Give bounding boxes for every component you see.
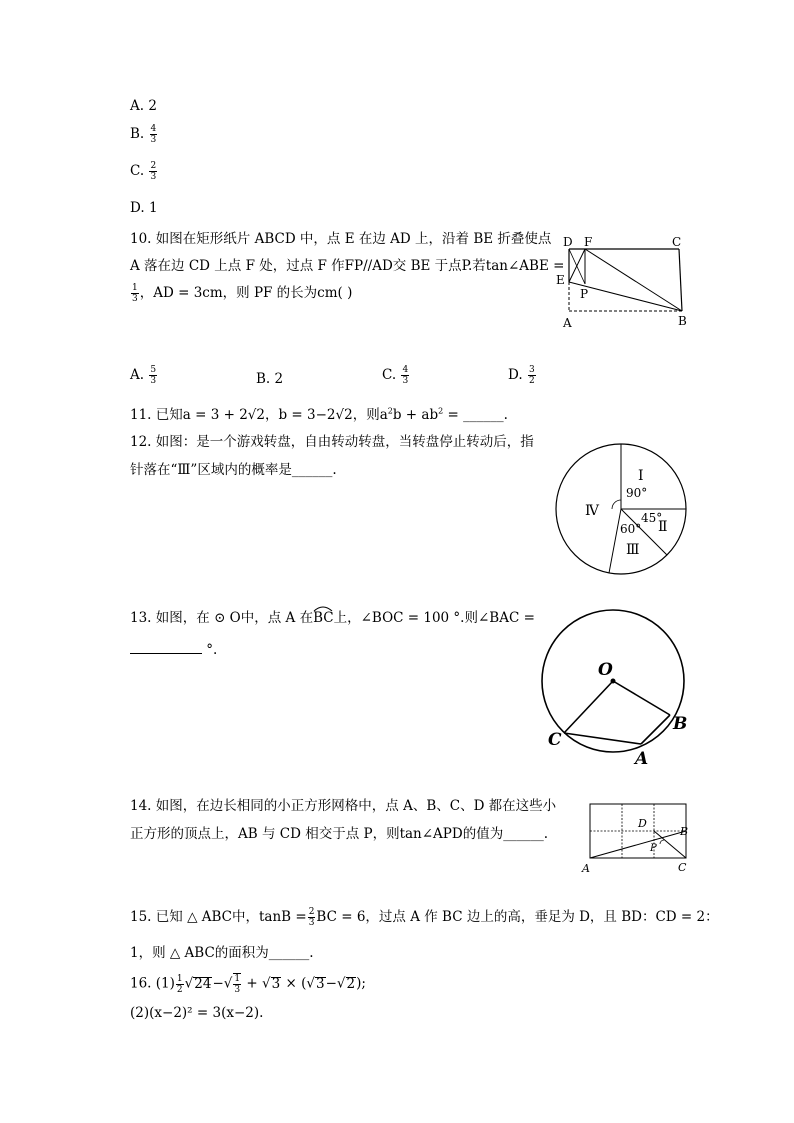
radicand: 24	[194, 975, 212, 992]
q13-line2	[130, 641, 217, 658]
q10-figure	[550, 232, 700, 332]
q14-line1	[130, 794, 556, 814]
q15-line2: 1，则 △ ABC的面积为______.	[130, 945, 314, 961]
question-text: 如图：是一个游戏转盘，自由转动转盘，当转盘停止转动后，指	[155, 434, 534, 450]
q10-option-d	[508, 365, 537, 386]
option-fraction: $\frac{4}{3}$	[402, 365, 409, 386]
text-part: = ______.	[443, 407, 508, 423]
option-fraction: $\frac{4}{3}$	[150, 124, 157, 145]
label-c: C	[678, 861, 687, 874]
part-label: (1)	[155, 975, 175, 992]
question-text: 如图，在边长相同的小正方形网格中，点 A、B、C、D 都在这些小	[155, 798, 557, 814]
q14-line2: 正方形的顶点上，AB 与 CD 相交于点 P，则tan∠APD的值为______.	[130, 826, 548, 842]
label-e: E	[556, 273, 565, 287]
label-c: C	[672, 235, 682, 249]
q12-line2: 针落在“Ⅲ”区域内的概率是______.	[130, 462, 337, 478]
text-part: 2，b = 3−2	[256, 407, 336, 423]
label-b: B	[680, 825, 689, 838]
text-part: 已知a = 3 + 2	[155, 407, 248, 423]
angle-60-label: 60°	[620, 522, 642, 536]
option-letter: B.	[256, 371, 271, 387]
operator: −	[212, 975, 224, 992]
option-letter: C.	[382, 367, 397, 383]
label-p: P	[650, 843, 657, 854]
q10-option-c	[382, 365, 410, 386]
option-letter: A.	[130, 367, 145, 383]
q13-circle-figure	[536, 602, 696, 770]
question-number: 16.	[130, 975, 152, 992]
q11-line: 11. 已知a = 3 + 2√2，b = 3−2√2，则$a^2b + ab^2$ = ______.	[130, 406, 508, 423]
radicand-fraction: $\frac{1}{3}$	[234, 974, 241, 995]
sqrt-sign: √	[262, 975, 271, 992]
region-1-label: Ⅰ	[638, 468, 644, 484]
sqrt-sign: √	[336, 975, 346, 992]
option-fraction: $\frac{5}{3}$	[150, 365, 157, 386]
operator: +	[242, 975, 262, 992]
question-number: 14.	[130, 798, 152, 814]
q15-line1	[130, 905, 719, 928]
label-c: C	[548, 730, 562, 750]
label-p: P	[580, 287, 589, 301]
question-number: 10.	[130, 231, 152, 247]
q10-option-a	[130, 365, 158, 386]
text-part: b + ab	[392, 407, 439, 423]
radicand: 3	[271, 975, 281, 992]
q9-option-d	[130, 200, 158, 216]
option-value: 2	[148, 98, 157, 114]
label-b: B	[673, 714, 688, 734]
question-text: BC = 6，过点 A 作 BC 边上的高，垂足为 D，且 BD：CD = 2：	[316, 909, 719, 925]
option-fraction: $\frac{2}{3}$	[150, 161, 157, 182]
label-d: D	[638, 817, 647, 830]
question-text: 如图，在 ⊙ O中，点 A 在	[155, 610, 314, 626]
region-4-label: Ⅳ	[585, 503, 599, 519]
label-b: B	[678, 314, 687, 328]
sqrt-sign: √	[306, 975, 315, 992]
label-a: A	[635, 749, 649, 769]
question-text: 上，∠BOC = 100 °.则∠BAC =	[333, 610, 535, 626]
option-value: 2	[274, 371, 284, 387]
label-d: D	[563, 235, 573, 249]
q10-option-b	[256, 371, 283, 387]
answer-blank	[130, 641, 202, 654]
question-number: 13.	[130, 610, 152, 626]
label-f: F	[584, 235, 593, 249]
option-fraction: $\frac{3}{2}$	[528, 365, 535, 386]
q9-option-b	[130, 124, 158, 145]
angle-90-label: 90°	[626, 486, 648, 500]
q9-option-a	[130, 98, 157, 114]
q10-line3	[130, 281, 352, 304]
fraction: $\frac{2}{3}$	[308, 907, 315, 928]
radicand: 3	[315, 975, 325, 992]
sqrt-sign: √	[184, 975, 194, 992]
question-text: 已知 △ ABC中，tanB =	[155, 909, 307, 925]
arc-bc	[313, 610, 334, 626]
question-number: 11.	[130, 407, 152, 423]
option-letter: B.	[130, 126, 145, 142]
label-o: O	[598, 660, 613, 680]
operator: × (	[281, 975, 307, 992]
q12-line1	[130, 430, 534, 450]
operator: −	[325, 975, 337, 992]
q9-option-c	[130, 161, 158, 182]
operator: );	[356, 975, 366, 992]
arc-label: BC	[313, 610, 334, 626]
option-letter: D.	[508, 367, 523, 383]
question-number: 12.	[130, 434, 152, 450]
angle-45-label: 45°	[641, 511, 663, 525]
label-a: A	[582, 862, 590, 875]
sqrt-sign: √	[247, 407, 257, 423]
text-part: 2，则a	[344, 407, 388, 423]
question-number: 15.	[130, 909, 152, 925]
fraction: $\frac{1}{3}$	[132, 283, 138, 304]
label-a: A	[563, 316, 572, 330]
sqrt-sign: √	[335, 407, 345, 423]
q12-spinner-figure	[552, 440, 694, 578]
option-letter: A.	[130, 98, 145, 114]
q10-line1	[130, 227, 551, 247]
region-2-label: Ⅱ	[658, 519, 668, 535]
q10-line2: A 落在边 CD 上点 F 处，过点 F 作FP//AD交 BE 于点P.若tan∠ABE =	[130, 258, 565, 274]
q14-grid-figure	[576, 796, 700, 878]
question-text: °.	[206, 642, 218, 658]
q13-line1	[130, 606, 535, 626]
radicand: 2	[346, 975, 356, 992]
q16-line2: (2)(x−2)² = 3(x−2).	[130, 1005, 264, 1021]
sqrt-sign: √	[223, 975, 233, 992]
q16-line1	[130, 973, 366, 995]
question-text: 如图在矩形纸片 ABCD 中，点 E 在边 AD 上，沿着 BE 折叠使点	[155, 231, 552, 247]
option-letter: C.	[130, 163, 145, 179]
fraction-half: $\frac{1}{2}$	[176, 973, 183, 995]
option-value: 1	[148, 200, 158, 216]
region-3-label: Ⅲ	[626, 542, 640, 558]
option-letter: D.	[130, 200, 145, 216]
question-text: ，AD = 3cm，则 PF 的长为cm( )	[139, 285, 353, 301]
